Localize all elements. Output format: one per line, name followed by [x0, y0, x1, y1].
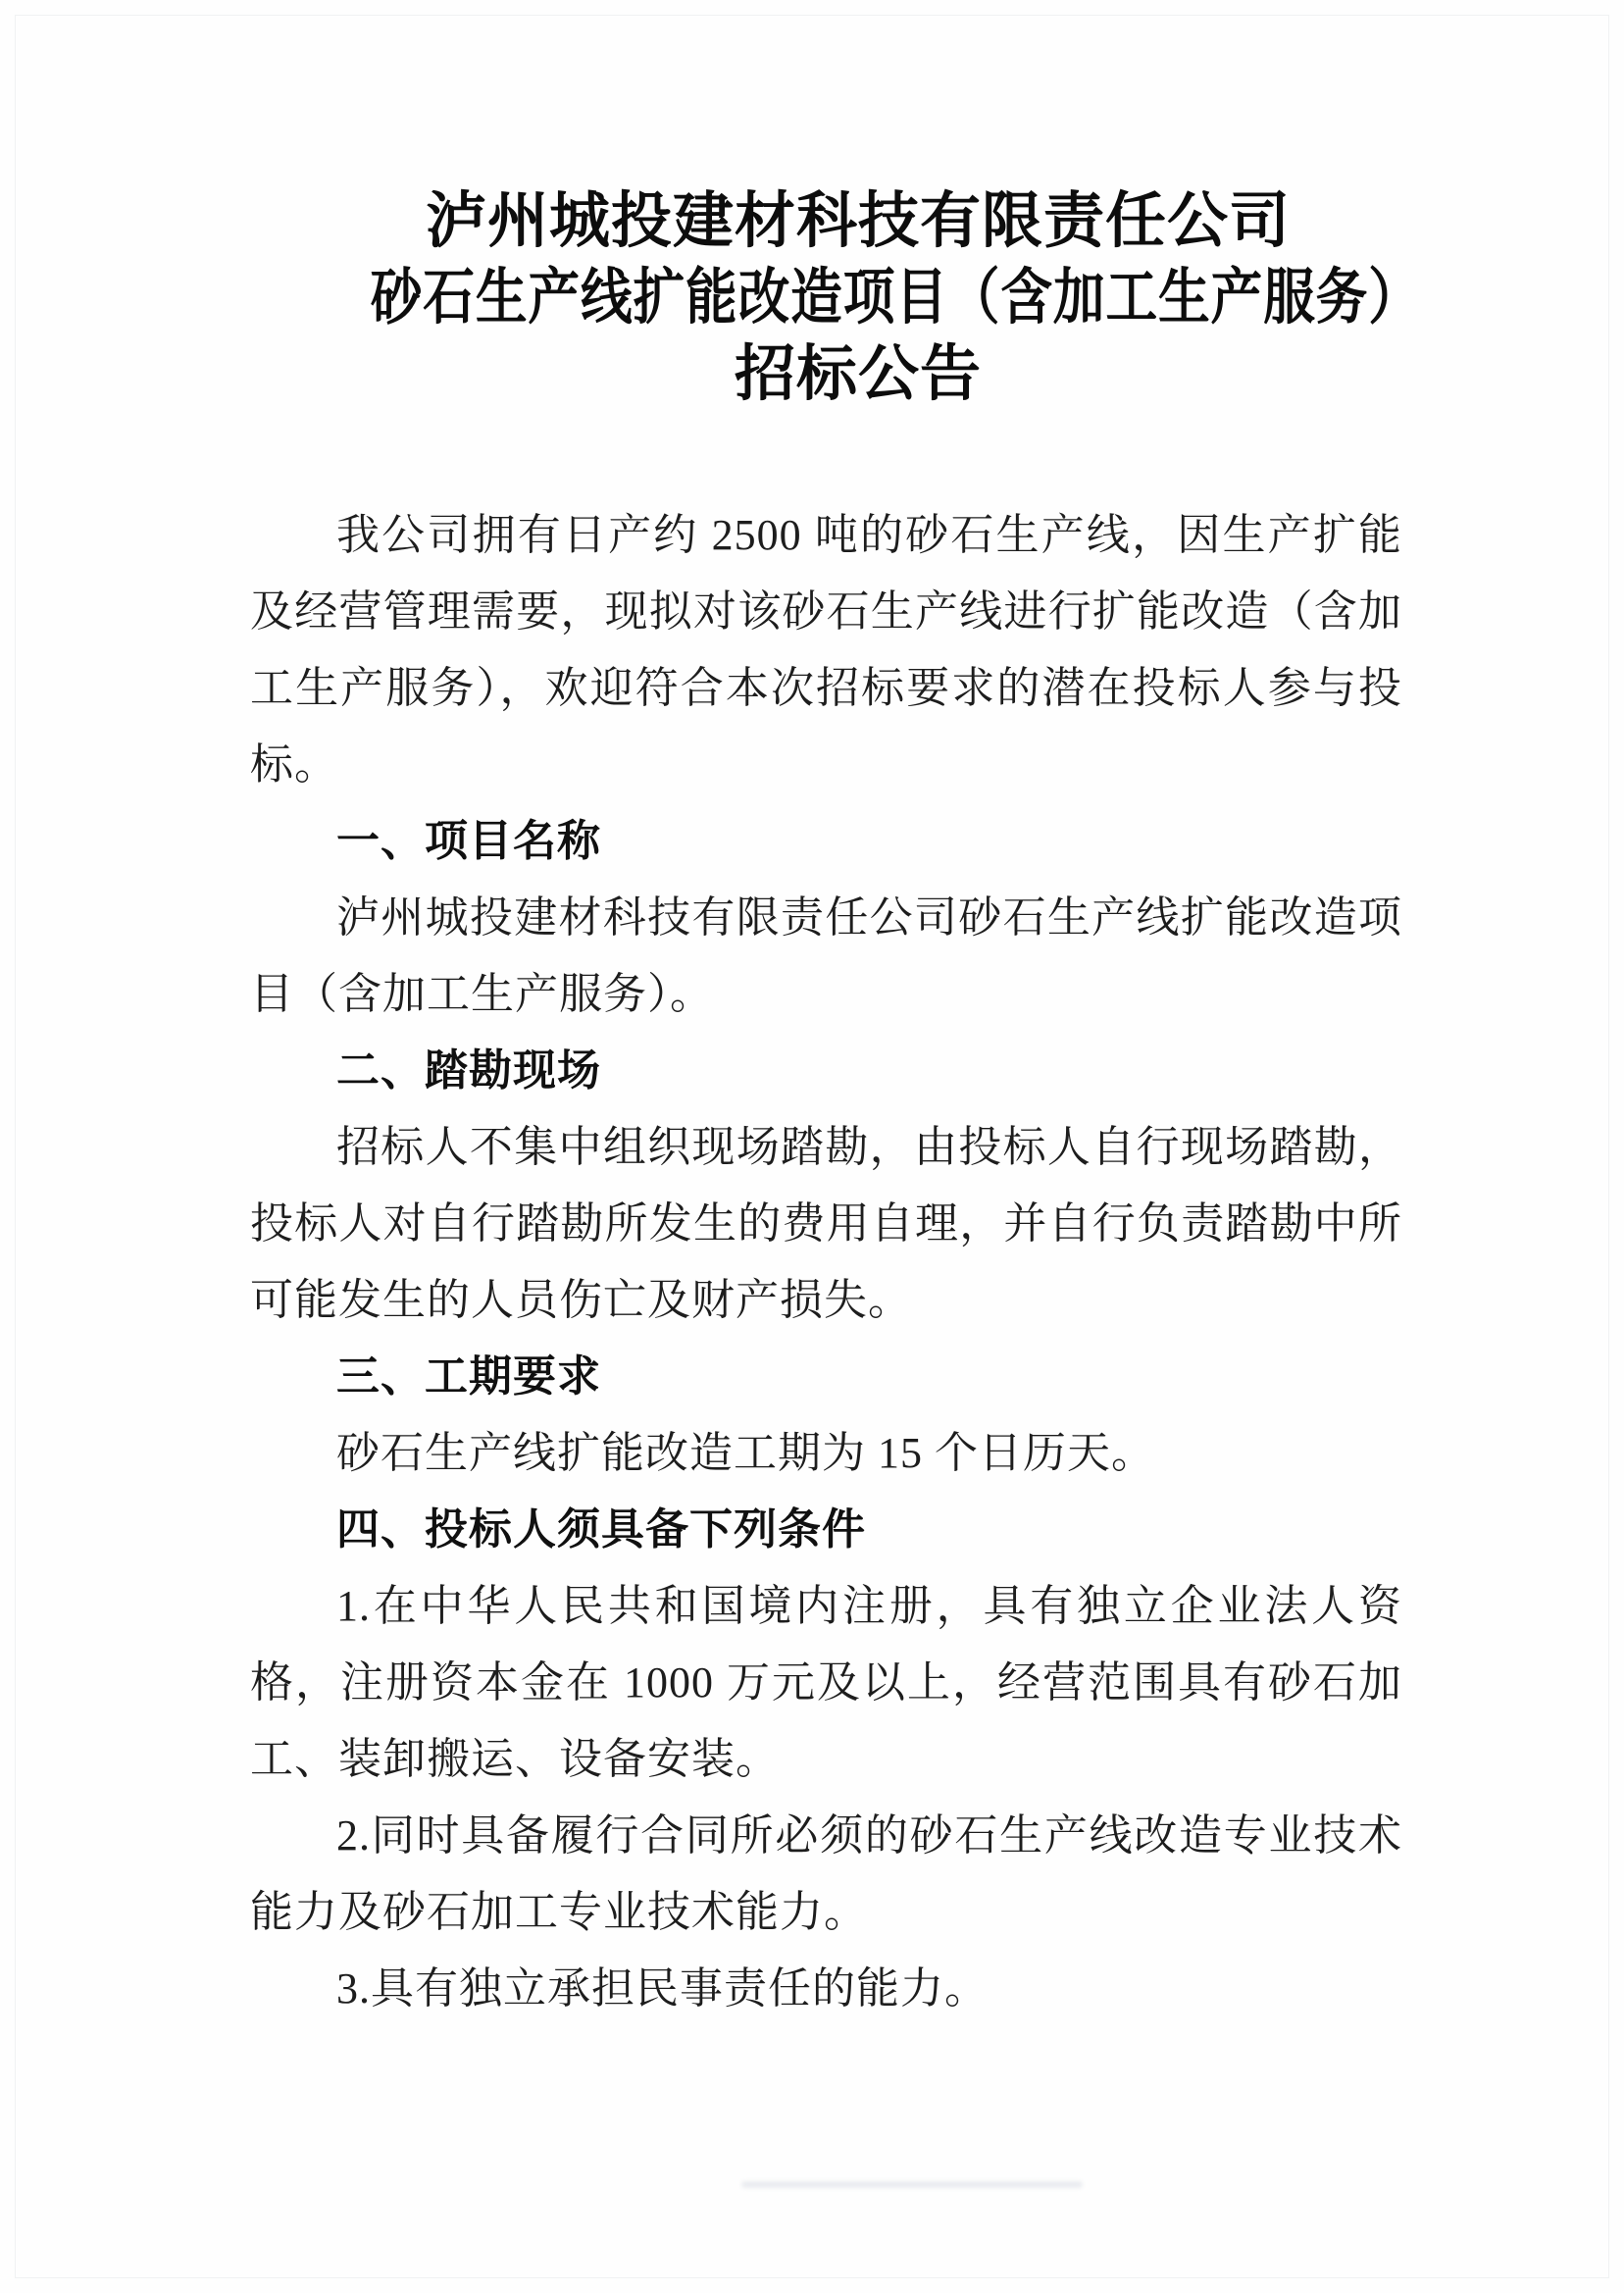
document-title [284, 183, 1432, 413]
section-4-item-3: 3.具有独立承担民事责任的能力。 [336, 1964, 989, 2013]
section-4-heading: 四、投标人须具备下列条件 [336, 1505, 866, 1554]
title-line-announcement: 招标公告 [734, 341, 982, 408]
section-4-item-1: 1.在中华人民共和国境内注册，具有独立企业法人资格，注册资本金在 1000 万元及以上，经营范围具有砂石加工、装卸搬运、设备安装。 [250, 1582, 1402, 1783]
intro-paragraph: 我公司拥有日产约 2500 吨的砂石生产线，因生产扩能及经营管理需要，现拟对该砂石生产线进行扩能改造（含加工生产服务），欢迎符合本次招标要求的潜在投标人参与投标。 [250, 511, 1402, 789]
section-2-heading: 二、踏勘现场 [336, 1046, 601, 1095]
title-line-project: 砂石生产线扩能改造项目（含加工生产服务） [370, 265, 1421, 331]
section-2-paragraph: 招标人不集中组织现场踏勘，由投标人自行现场踏勘，投标人对自行踏勘所发生的费用自理，并自行负责踏勘中所可能发生的人员伤亡及财产损失。 [250, 1123, 1402, 1324]
document-body [250, 497, 1402, 2027]
section-1-heading: 一、项目名称 [336, 817, 601, 865]
section-4-item-2: 2.同时具备履行合同所必须的砂石生产线改造专业技术能力及砂石加工专业技术能力。 [250, 1811, 1402, 1936]
title-line-company: 泸州城投建材科技有限责任公司 [425, 188, 1291, 255]
section-3-heading: 三、工期要求 [336, 1352, 601, 1401]
section-3-paragraph: 砂石生产线扩能改造工期为 15 个日历天。 [336, 1429, 1155, 1477]
scan-smudge-artifact [741, 2181, 1083, 2188]
section-1-paragraph: 泸州城投建材科技有限责任公司砂石生产线扩能改造项目（含加工生产服务）。 [250, 893, 1402, 1018]
